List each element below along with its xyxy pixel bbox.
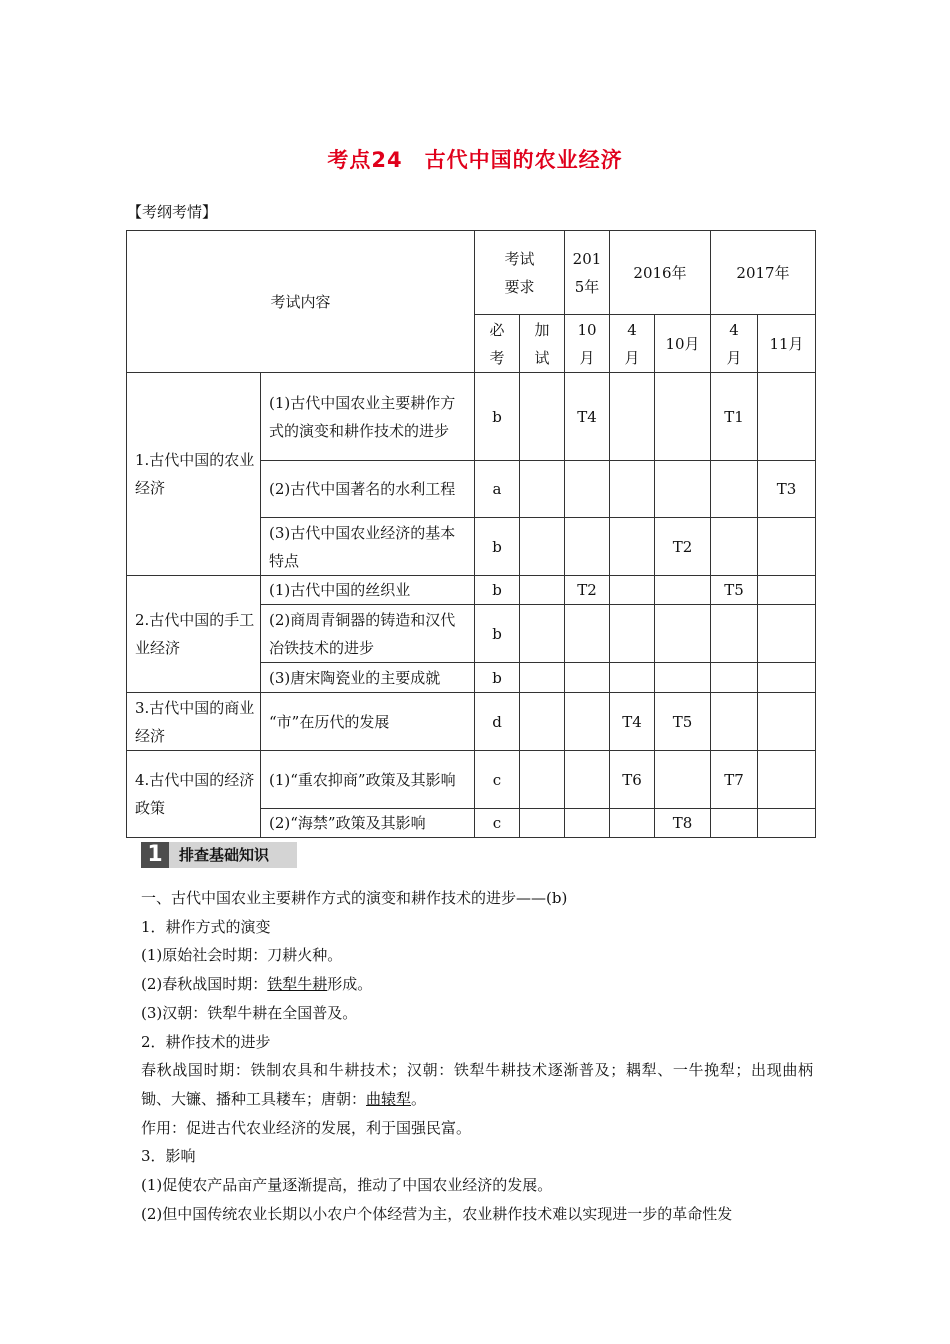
row-2017-11: [758, 605, 816, 663]
subsection-title: 2．耕作技术的进步: [141, 1032, 271, 1051]
row-2016-10: [655, 605, 711, 663]
body-line: 作用：促进古代农业经济的发展，利于国强民富。: [141, 1118, 472, 1137]
row-add: [520, 576, 565, 605]
row-2017-11: [758, 373, 816, 461]
row-2017-11: [758, 518, 816, 576]
row-req: b: [475, 663, 520, 693]
row-item: (2)商周青铜器的铸造和汉代冶铁技术的进步: [261, 605, 475, 663]
body-line: (3)汉朝：铁犁牛耕在全国普及。: [141, 1003, 358, 1022]
row-2017-11: [758, 576, 816, 605]
table-row: [127, 751, 816, 809]
row-item: (2)“海禁”政策及其影响: [261, 809, 475, 838]
row-add: [520, 518, 565, 576]
row-2015-10: [565, 751, 610, 809]
row-2017-11: T3: [758, 461, 816, 518]
row-2016-4: [610, 461, 655, 518]
row-item: “市”在历代的发展: [261, 693, 475, 751]
row-req: b: [475, 605, 520, 663]
header-year-2016: 2016年: [610, 231, 711, 315]
header-requirement: 考试要求: [475, 231, 565, 315]
underlined-term: 铁犁牛耕: [267, 975, 328, 994]
row-2017-11: [758, 809, 816, 838]
row-2017-4: [711, 693, 758, 751]
row-2017-4: [711, 663, 758, 693]
row-req: b: [475, 576, 520, 605]
table-row: [127, 373, 816, 461]
row-item: (3)唐宋陶瓷业的主要成就: [261, 663, 475, 693]
row-item: (1)古代中国的丝织业: [261, 576, 475, 605]
group-handicraft: 2.古代中国的手工业经济: [127, 576, 261, 693]
row-2017-4: [711, 605, 758, 663]
row-2015-10: [565, 518, 610, 576]
row-2016-4: [610, 373, 655, 461]
header-added: 加试: [520, 315, 565, 373]
group-commerce: 3.古代中国的商业经济: [127, 693, 261, 751]
table-row: [127, 693, 816, 751]
row-req: c: [475, 809, 520, 838]
row-2017-11: [758, 663, 816, 693]
row-2016-4: [610, 663, 655, 693]
body-line: (2)但中国传统农业长期以小农户个体经营为主，农业耕作技术难以实现进一步的革命性发: [141, 1204, 733, 1223]
subsection-title: 3．影响: [141, 1147, 196, 1166]
row-req: b: [475, 373, 520, 461]
header-apr-2017: 4月: [711, 315, 758, 373]
row-2017-11: [758, 693, 816, 751]
group-policy: 4.古代中国的经济政策: [127, 751, 261, 838]
row-add: [520, 373, 565, 461]
subsection-title: 1．耕作方式的演变: [141, 917, 271, 936]
row-req: a: [475, 461, 520, 518]
table-row: [127, 576, 816, 605]
row-2017-4: [711, 518, 758, 576]
header-oct-2016: 10月: [655, 315, 711, 373]
row-2017-11: [758, 751, 816, 809]
body-line: (1)原始社会时期：刀耕火种。: [141, 946, 343, 965]
underlined-term: 曲辕犁: [366, 1089, 412, 1108]
row-2015-10: [565, 605, 610, 663]
page-title: 考点24 古代中国的农业经济: [327, 148, 623, 172]
header-year-2017: 2017年: [711, 231, 816, 315]
row-2016-4: T6: [610, 751, 655, 809]
row-2017-4: [711, 809, 758, 838]
row-2016-10: T8: [655, 809, 711, 838]
row-2016-10: T5: [655, 693, 711, 751]
row-item: (1)“重农抑商”政策及其影响: [261, 751, 475, 809]
row-2015-10: [565, 809, 610, 838]
banner-title: 排查基础知识: [169, 842, 297, 868]
row-2016-10: [655, 373, 711, 461]
row-req: c: [475, 751, 520, 809]
row-2016-10: [655, 663, 711, 693]
row-req: d: [475, 693, 520, 751]
banner-number: 1: [141, 842, 169, 868]
row-add: [520, 605, 565, 663]
row-2015-10: T4: [565, 373, 610, 461]
knowledge-body: [141, 884, 813, 1228]
row-2016-4: T4: [610, 693, 655, 751]
row-item: (2)古代中国著名的水利工程: [261, 461, 475, 518]
row-2016-10: [655, 461, 711, 518]
row-2017-4: T5: [711, 576, 758, 605]
row-add: [520, 809, 565, 838]
row-2016-10: [655, 576, 711, 605]
row-2015-10: [565, 663, 610, 693]
row-item: (3)古代中国农业经济的基本特点: [261, 518, 475, 576]
row-add: [520, 693, 565, 751]
row-item: (1)古代中国农业主要耕作方式的演变和耕作技术的进步: [261, 373, 475, 461]
section-label: 【考纲考情】: [127, 203, 218, 221]
row-2016-4: [610, 576, 655, 605]
group-agriculture: 1.古代中国的农业经济: [127, 373, 261, 576]
header-apr-2016: 4月: [610, 315, 655, 373]
body-heading: 一、古代中国农业主要耕作方式的演变和耕作技术的进步——(b): [141, 889, 568, 907]
row-add: [520, 663, 565, 693]
row-2015-10: T2: [565, 576, 610, 605]
row-add: [520, 751, 565, 809]
header-oct-2015: 10月: [565, 315, 610, 373]
exam-outline-table: [126, 230, 816, 838]
header-required: 必考: [475, 315, 520, 373]
row-2015-10: [565, 461, 610, 518]
body-line: (1)促使农产品亩产量逐渐提高，推动了中国农业经济的发展。: [141, 1176, 553, 1195]
header-year-2015: 2015年: [565, 231, 610, 315]
row-2016-4: [610, 518, 655, 576]
header-nov-2017: 11月: [758, 315, 816, 373]
row-req: b: [475, 518, 520, 576]
row-2016-4: [610, 605, 655, 663]
row-2016-10: [655, 751, 711, 809]
row-2015-10: [565, 693, 610, 751]
body-line: (2)春秋战国时期：铁犁牛耕形成。: [141, 975, 373, 994]
row-2016-4: [610, 809, 655, 838]
row-2017-4: [711, 461, 758, 518]
row-2017-4: T7: [711, 751, 758, 809]
row-2016-10: T2: [655, 518, 711, 576]
body-paragraph: 春秋战国时期：铁制农具和牛耕技术；汉朝：铁犁牛耕技术逐渐普及；耦犁、一牛挽犁；出现曲柄锄、大镰、播种工具耧车；唐朝：曲辕犁。: [141, 1061, 813, 1108]
row-2017-4: T1: [711, 373, 758, 461]
header-content: 考试内容: [127, 231, 475, 373]
row-add: [520, 461, 565, 518]
